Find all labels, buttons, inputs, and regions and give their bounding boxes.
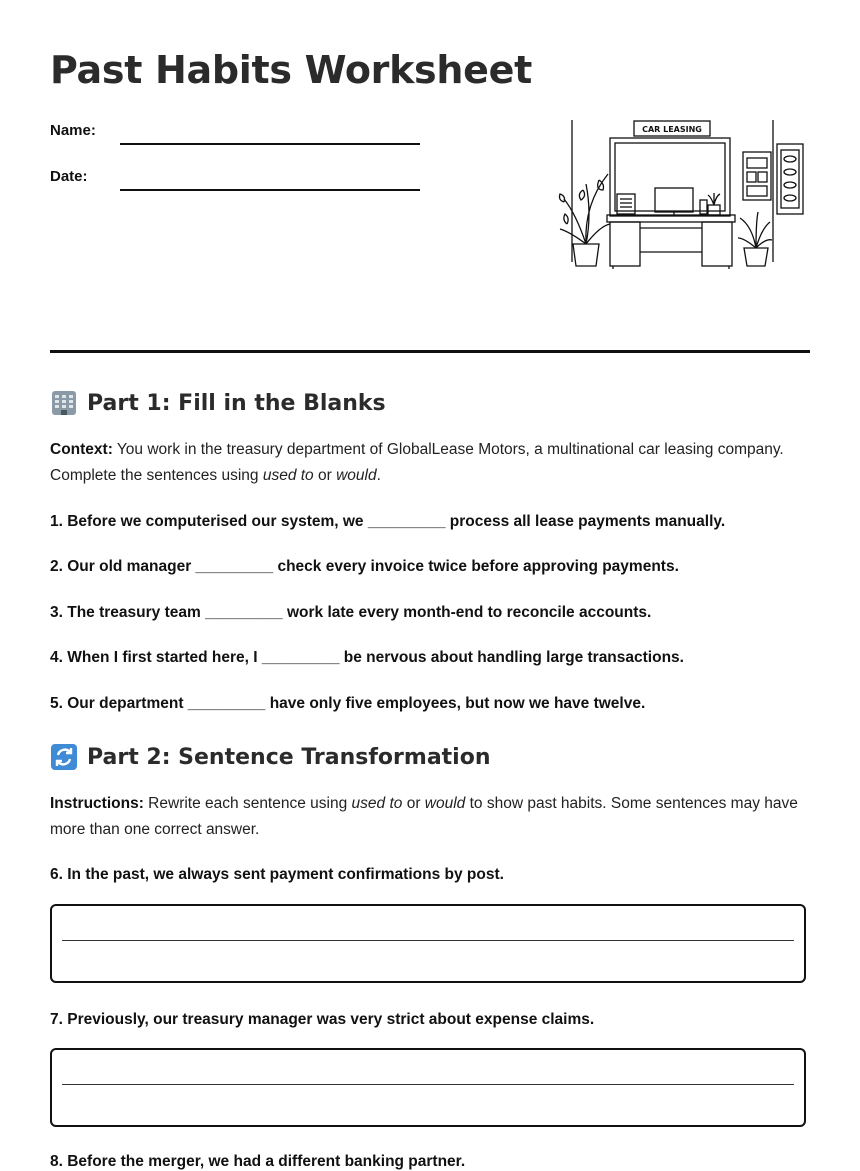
arrows-cycle-icon xyxy=(50,743,78,771)
date-label: Date: xyxy=(50,168,88,185)
part1-heading xyxy=(50,389,386,417)
writing-line xyxy=(62,1084,794,1085)
question-7: 7. Previously, our treasury manager was very strict about expense claims. xyxy=(50,1011,595,1028)
part1-heading-text: Part 1: Fill in the Blanks xyxy=(87,390,386,416)
question-6: 6. In the past, we always sent payment confirmations by post. xyxy=(50,866,504,883)
header-divider xyxy=(50,350,810,353)
instructions-text: Rewrite each sentence using xyxy=(143,795,352,812)
instructions-or: or xyxy=(402,795,425,812)
answer-box-7[interactable] xyxy=(50,1048,806,1127)
sign-text: CAR LEASING xyxy=(642,125,702,134)
context-text: You work in the treasury department of GlobalLease Motors, a multinational car leasing company. Complete the sentences using xyxy=(50,441,784,484)
part1-context xyxy=(50,437,815,489)
question-5: 5. Our department _________ have only five employees, but now we have twelve. xyxy=(50,695,646,712)
instructions-used-to: used to xyxy=(351,795,403,812)
instructions-text-end: to show past habits. Some sentences may have more than one correct answer. xyxy=(50,795,798,838)
name-input-line[interactable] xyxy=(120,143,420,145)
context-or: or xyxy=(313,467,337,484)
context-period: . xyxy=(376,467,381,484)
answer-box-6[interactable] xyxy=(50,904,806,983)
context-used-to: used to xyxy=(262,467,314,484)
instructions-label: Instructions: xyxy=(50,795,144,812)
office-building-icon xyxy=(50,389,78,417)
question-8: 8. Before the merger, we had a different banking partner. xyxy=(50,1153,466,1170)
name-field xyxy=(50,122,420,145)
car-leasing-office-illustration xyxy=(555,112,810,272)
page-title: Past Habits Worksheet xyxy=(50,48,532,92)
part2-heading-text: Part 2: Sentence Transformation xyxy=(87,744,491,770)
writing-line xyxy=(62,940,794,941)
part2-instructions xyxy=(50,791,815,843)
question-2: 2. Our old manager _________ check every invoice twice before approving payments. xyxy=(50,558,679,575)
date-field xyxy=(50,168,420,191)
name-label: Name: xyxy=(50,122,96,139)
question-3: 3. The treasury team _________ work late every month-end to reconcile accounts. xyxy=(50,604,652,621)
context-would: would xyxy=(336,467,377,484)
part2-heading xyxy=(50,743,491,771)
instructions-would: would xyxy=(424,795,466,812)
question-4: 4. When I first started here, I _________ be nervous about handling large transactions. xyxy=(50,649,684,666)
date-input-line[interactable] xyxy=(120,189,420,191)
context-label: Context: xyxy=(50,441,113,458)
question-1: 1. Before we computerised our system, we _________ process all lease payments manually. xyxy=(50,513,726,530)
